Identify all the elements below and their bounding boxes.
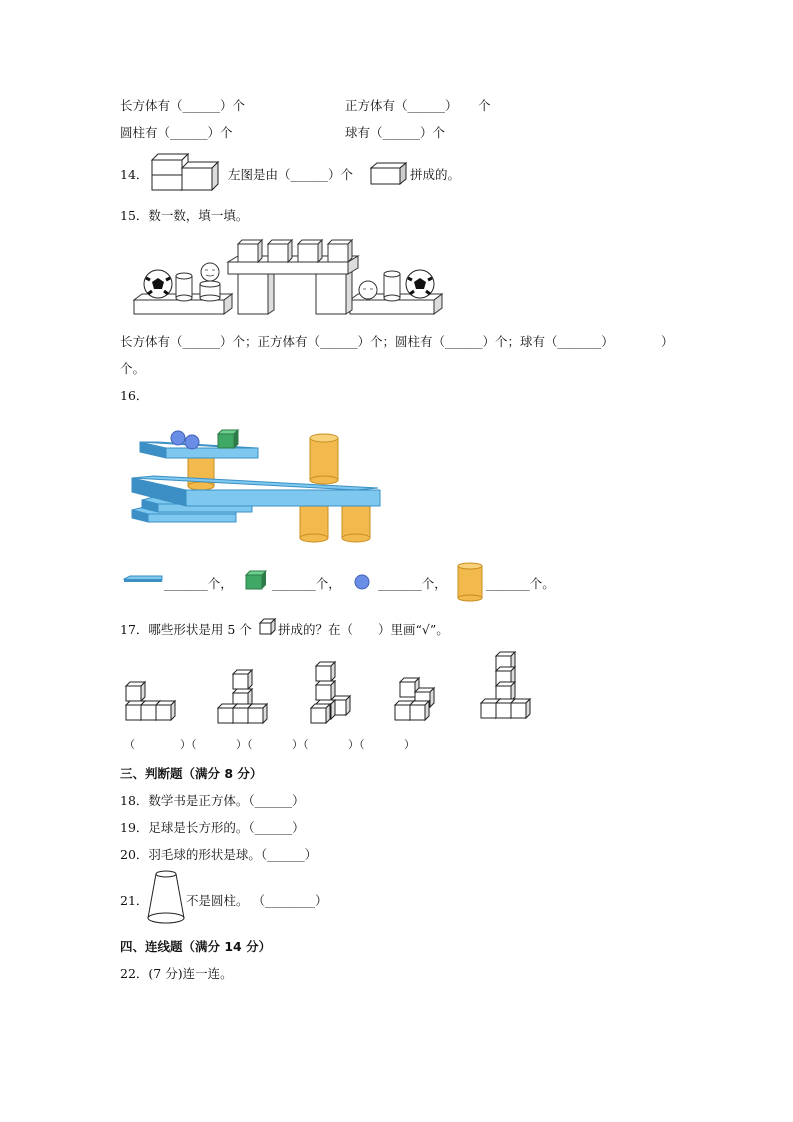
q15-answer-line: 长方体有（______）个；正方体有（______）个；圆柱有（______）个；球有（_______）	[120, 334, 614, 349]
q18-text: 18．数学书是正方体。（______）	[120, 793, 305, 808]
q15-answer-tail: 个。	[120, 361, 146, 376]
question-cuboid-count: 长方体有（______）个	[120, 98, 246, 113]
question-cube-count: 正方体有（______）	[345, 98, 458, 113]
q21-text: 不是圆柱。 （________）	[186, 893, 328, 908]
shape-option-1	[126, 682, 175, 720]
paren-5: ）（	[348, 738, 365, 751]
q15-building-figure	[132, 236, 444, 318]
q19-text: 19．足球是长方形的。（______）	[120, 820, 305, 835]
soccer-ball-icon	[144, 270, 172, 298]
q14-text-a: 左图是由（______）个	[228, 167, 354, 182]
shape-option-5	[481, 652, 530, 718]
q20-text: 20．羽毛球的形状是球。（______）	[120, 847, 318, 862]
q16-number: 16．	[120, 388, 149, 403]
shape-option-4	[395, 678, 434, 720]
paren-3: ）（	[236, 738, 253, 751]
section-4-heading: 四、连线题（满分 14 分）	[120, 939, 272, 954]
q14-cuboid-unit-icon	[370, 162, 408, 186]
section-3-heading: 三、判断题（满分 8 分）	[120, 766, 263, 781]
shape-option-3	[311, 662, 350, 723]
q14-stacked-cuboids-figure	[150, 152, 226, 192]
q16-blank-1: _______个，	[164, 576, 233, 591]
q17-answer-parens[interactable]	[124, 736, 460, 752]
cup-shape-figure	[146, 868, 186, 928]
paren-1: （	[124, 738, 135, 751]
q16-blank-4: _______个。	[486, 576, 555, 591]
shape-option-2	[218, 670, 267, 723]
q15-title: 15．数一数，填一填。	[120, 208, 249, 223]
q16-blank-3: _______个，	[378, 576, 447, 591]
question-cube-unit: 个	[478, 98, 491, 113]
blue-ball-icon	[354, 574, 372, 592]
orange-cylinder-icon	[456, 562, 486, 602]
q16-blank-2: _______个，	[272, 576, 341, 591]
paren-4: ）（	[292, 738, 309, 751]
q14-text-b: 拼成的。	[410, 167, 461, 182]
q15-paren-close: ）	[661, 334, 674, 349]
paren-2: ）（	[180, 738, 197, 751]
q16-blocks-figure	[130, 428, 386, 546]
green-cube-icon	[244, 570, 268, 590]
blue-board-icon	[124, 575, 164, 585]
q17-cube-shapes	[118, 648, 538, 722]
q22-text: 22．(7 分)连一连。	[120, 966, 233, 981]
q14-number: 14．	[120, 167, 149, 182]
small-cube-icon	[259, 618, 277, 636]
paren-6: ）	[404, 738, 415, 751]
q21-number: 21．	[120, 893, 149, 908]
question-cylinder-count: 圆柱有（______）个	[120, 125, 233, 140]
q17-text-a: 17．哪些形状是用 5 个	[120, 622, 252, 637]
question-sphere-count: 球有（______）个	[345, 125, 446, 140]
q17-text-b: 拼成的？在（ ）里画“√”。	[278, 622, 449, 637]
